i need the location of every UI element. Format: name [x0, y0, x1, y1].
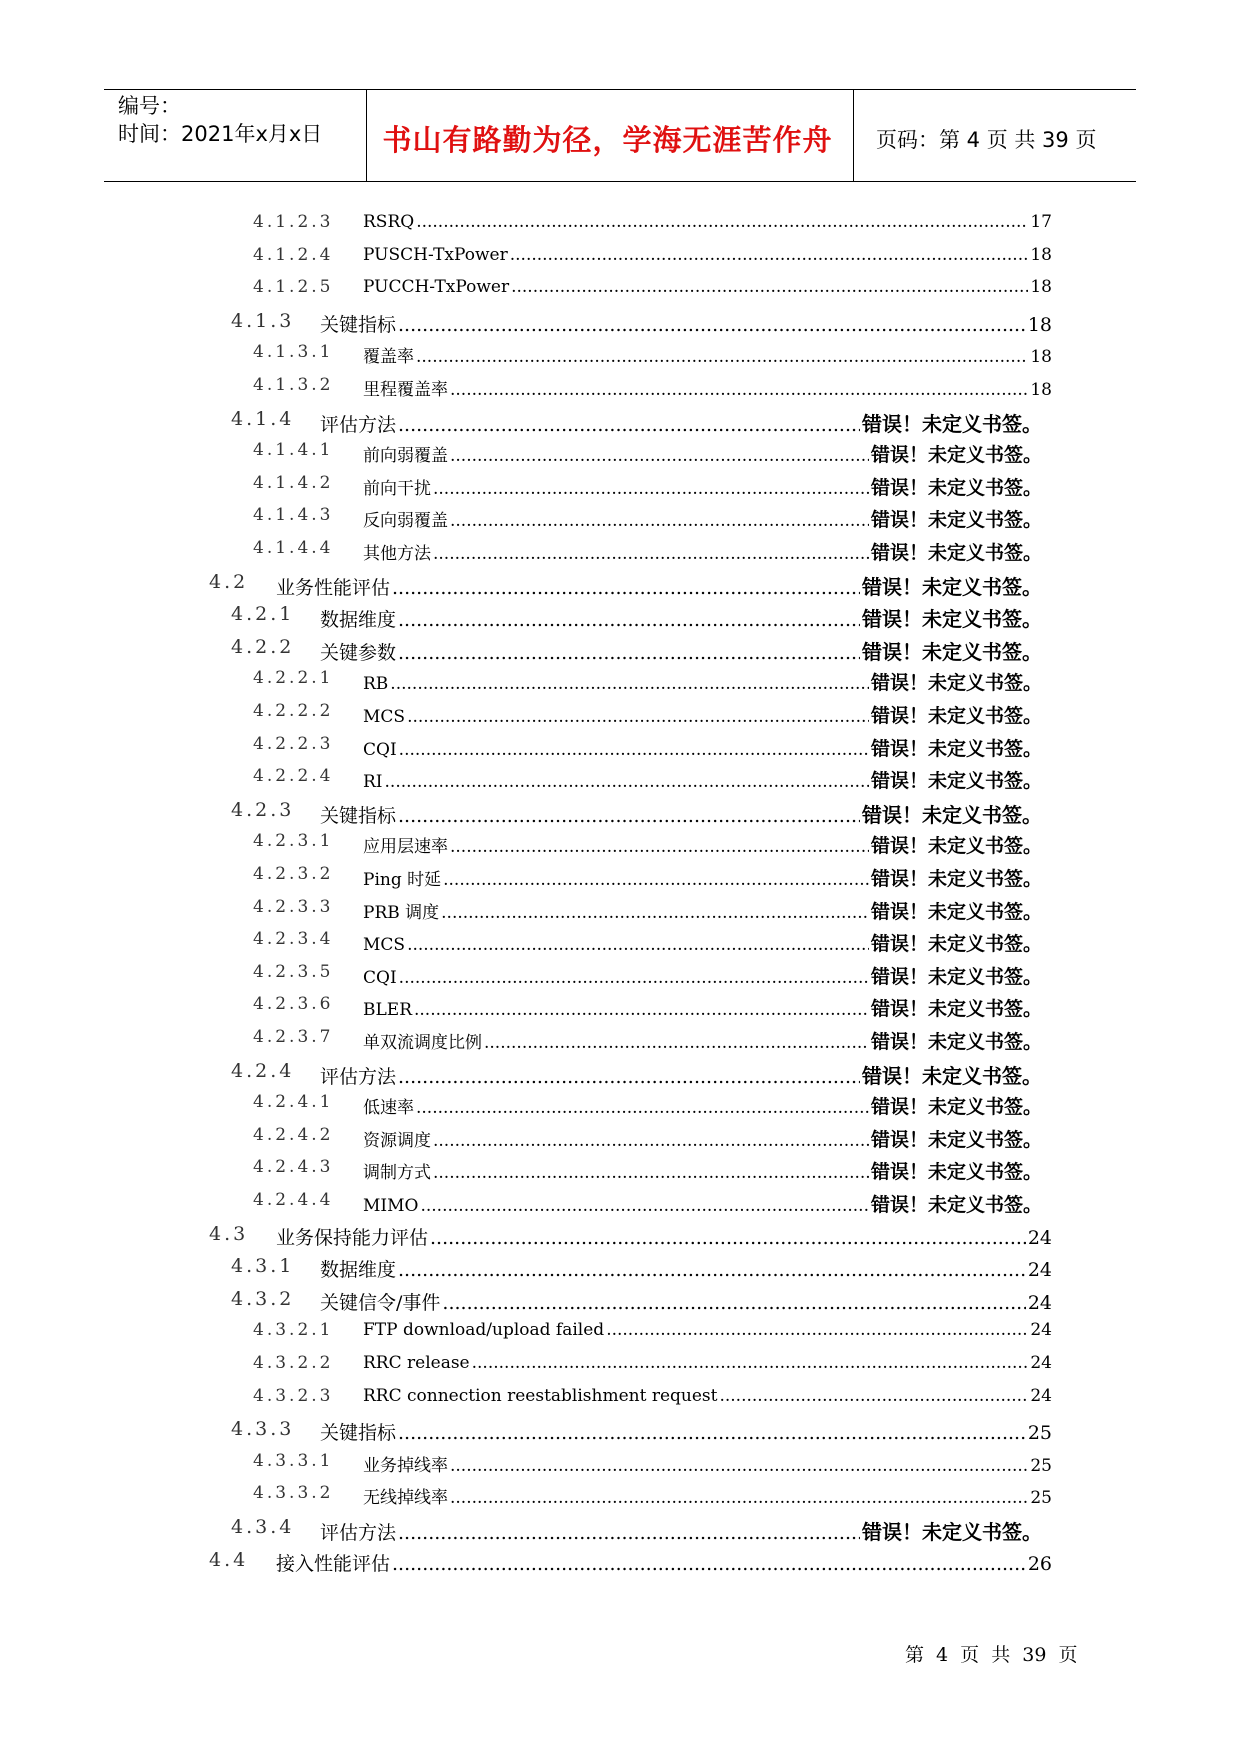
toc-entry-error: 错误！未定义书签。 [870, 672, 1042, 695]
toc-entry-title: PUCCH-TxPower [363, 277, 510, 298]
toc-entry[interactable] [0, 929, 1241, 961]
toc-leader-dots [399, 740, 869, 760]
toc-entry-line [363, 440, 1042, 467]
toc-entry-page: 25 [1030, 1488, 1052, 1509]
toc-leader-dots [398, 1522, 860, 1544]
toc-entry-line [363, 864, 1042, 891]
toc-entry-error: 错误！未定义书签。 [862, 802, 1042, 827]
toc-entry-line [363, 701, 1042, 728]
toc-entry-line [363, 1320, 1052, 1340]
toc-entry-error: 错误！未定义书签。 [870, 444, 1042, 467]
toc-entry[interactable] [0, 831, 1241, 863]
toc-entry-number: 4.2.4.3 [253, 1157, 334, 1178]
toc-entry-title: RB [363, 674, 389, 695]
toc-entry-line [363, 473, 1042, 500]
toc-entry-error: 错误！未定义书签。 [870, 542, 1042, 564]
toc-entry-number: 4.2.4.4 [253, 1190, 334, 1210]
toc-entry-line [363, 929, 1042, 956]
toc-entry-line [276, 1549, 1052, 1576]
toc-entry-error: 错误！未定义书签。 [870, 1031, 1042, 1053]
toc-entry[interactable] [0, 473, 1241, 505]
toc-leader-dots [441, 903, 869, 923]
toc-entry-number: 4.3 [209, 1222, 249, 1245]
toc-entry-title: 无线掉线率 [363, 1488, 448, 1509]
toc-entry-title: Ping 时延 [363, 870, 442, 890]
toc-entry-number: 4.2.3.3 [253, 896, 334, 917]
toc-entry-line [320, 603, 1042, 632]
toc-entry-line [363, 342, 1052, 367]
toc-entry-number: 4.2.4.2 [253, 1124, 334, 1145]
toc-entry-number: 4.2.2.2 [253, 701, 334, 721]
header-divider-right [853, 89, 854, 181]
toc-entry[interactable] [0, 1320, 1241, 1352]
toc-entry[interactable] [0, 342, 1241, 374]
toc-entry-error: 错误！未定义书签。 [870, 509, 1042, 532]
toc-entry[interactable] [0, 962, 1241, 994]
toc-entry-line [320, 1288, 1052, 1315]
toc-entry[interactable] [0, 1288, 1241, 1320]
toc-entry-title: 关键指标 [320, 1422, 397, 1445]
toc-entry-title: 前向干扰 [363, 478, 431, 499]
toc-entry[interactable] [0, 408, 1241, 440]
header-time: 时间：2021年x月x日 [118, 122, 323, 146]
toc-entry[interactable] [0, 1027, 1241, 1059]
toc-leader-dots [398, 805, 860, 827]
toc-entry[interactable] [0, 1483, 1241, 1515]
toc-entry-title: 前向弱覆盖 [363, 446, 448, 467]
toc-entry-line [320, 636, 1042, 665]
toc-leader-dots [510, 245, 1029, 265]
toc-entry-number: 4.3.3 [231, 1418, 295, 1441]
toc-entry-number: 4.3.2 [231, 1287, 295, 1310]
toc-entry-title: 评估方法 [320, 413, 397, 436]
toc-entry-line [276, 1223, 1052, 1250]
toc-entry[interactable] [0, 212, 1241, 244]
toc-entry[interactable] [0, 538, 1241, 570]
toc-entry-error: 错误！未定义书签。 [862, 411, 1042, 436]
toc-entry-line [363, 734, 1042, 761]
toc-entry-title: 其他方法 [363, 544, 431, 564]
toc-entry-title: RI [363, 772, 383, 793]
page-footer: 第 4 页 共 39 页 [905, 1644, 1078, 1666]
toc-entry-error: 错误！未定义书签。 [862, 607, 1042, 632]
toc-entry[interactable] [0, 799, 1241, 831]
toc-entry-line [363, 994, 1042, 1021]
toc-entry-error: 错误！未定义书签。 [870, 965, 1042, 988]
toc-entry-number: 4.1.4.3 [253, 505, 334, 526]
toc-entry[interactable] [0, 701, 1241, 733]
toc-entry-error: 错误！未定义书签。 [870, 1128, 1042, 1151]
toc-entry-title: RRC connection reestablishment request [363, 1385, 718, 1406]
toc-entry-page: 25 [1027, 1422, 1052, 1445]
toc-entry-error: 错误！未定义书签。 [862, 1520, 1042, 1544]
toc-entry-number: 4.1.3 [231, 309, 295, 332]
toc-entry-title: CQI [363, 739, 397, 760]
toc-leader-dots [420, 1196, 869, 1216]
toc-entry[interactable] [0, 505, 1241, 537]
toc-entry[interactable] [0, 245, 1241, 277]
toc-entry[interactable] [0, 1092, 1241, 1124]
toc-entry-title: 关键指标 [320, 804, 397, 827]
toc-entry-page: 18 [1027, 313, 1052, 336]
toc-leader-dots [390, 674, 869, 694]
toc-entry-number: 4.1.4.2 [253, 472, 334, 493]
toc-entry-page: 24 [1030, 1385, 1052, 1406]
toc-leader-dots [450, 380, 1028, 400]
toc-entry-number: 4.2.2 [231, 635, 295, 658]
toc-entry-number: 4.2.3.4 [253, 929, 334, 950]
toc-leader-dots [392, 1553, 1026, 1575]
toc-entry-number: 4.1.2.3 [253, 212, 334, 232]
toc-entry-error: 错误！未定义书签。 [862, 574, 1042, 599]
toc-entry-error: 错误！未定义书签。 [870, 868, 1042, 890]
toc-entry-title: MCS [363, 707, 406, 727]
toc-entry-error: 错误！未定义书签。 [870, 737, 1042, 760]
toc-leader-dots [399, 968, 869, 988]
toc-leader-dots [398, 1422, 1026, 1444]
toc-entry-error: 错误！未定义书签。 [870, 1161, 1042, 1184]
toc-leader-dots [398, 1259, 1026, 1281]
toc-entry-page: 18 [1030, 380, 1052, 400]
toc-entry[interactable] [0, 897, 1241, 929]
toc-entry-line [363, 1483, 1052, 1508]
toc-entry-line [363, 668, 1042, 695]
toc-entry[interactable] [0, 1386, 1241, 1418]
toc-entry[interactable] [0, 1125, 1241, 1157]
toc-entry-number: 4.1.3.2 [253, 375, 334, 395]
toc-entry-title: 数据维度 [320, 609, 397, 632]
toc-entry-number: 4.3.2.1 [253, 1320, 334, 1341]
toc-entry-line [363, 1451, 1052, 1476]
toc-entry-line [363, 1190, 1042, 1217]
toc-entry-title: 业务掉线率 [363, 1455, 448, 1476]
toc-leader-dots [450, 1488, 1028, 1508]
toc-leader-dots [398, 414, 860, 436]
toc-entry[interactable] [0, 864, 1241, 896]
toc-entry-number: 4.1.4.4 [253, 538, 334, 558]
toc-entry-error: 错误！未定义书签。 [862, 639, 1042, 664]
header-motto: 书山有路勤为径，学海无涯苦作舟 [382, 123, 833, 157]
toc-entry-number: 4.3.3.2 [253, 1483, 334, 1504]
toc-entry-line [363, 962, 1042, 989]
toc-leader-dots [433, 479, 869, 499]
toc-entry-error: 错误！未定义书签。 [870, 770, 1042, 793]
toc-entry[interactable] [0, 636, 1241, 668]
toc-entry-title: 评估方法 [320, 1522, 397, 1544]
toc-entry[interactable] [0, 440, 1241, 472]
toc-entry[interactable] [0, 603, 1241, 635]
toc-entry-line [363, 1125, 1042, 1152]
toc-entry-page: 24 [1030, 1353, 1052, 1373]
toc-entry-title: RSRQ [363, 212, 415, 232]
toc-entry-title: PUSCH-TxPower [363, 244, 508, 265]
toc-entry[interactable] [0, 1223, 1241, 1255]
header-meta [118, 92, 322, 148]
toc-leader-dots [407, 935, 869, 955]
toc-entry-title: 关键指标 [320, 313, 397, 336]
toc-entry[interactable] [0, 1451, 1241, 1483]
toc-entry-page: 18 [1030, 277, 1052, 298]
toc-leader-dots [430, 1227, 1026, 1249]
header-top-rule [104, 89, 1136, 90]
toc-entry-line [363, 831, 1042, 858]
toc-leader-dots [450, 837, 869, 857]
toc-leader-dots [416, 212, 1028, 232]
toc-entry-line [320, 408, 1042, 437]
toc-entry-title: 业务保持能力评估 [276, 1226, 429, 1249]
toc-leader-dots [433, 1163, 869, 1183]
toc-entry-number: 4.1.2.4 [253, 244, 334, 265]
toc-entry-title: 覆盖率 [363, 347, 414, 368]
toc-entry[interactable] [0, 1516, 1241, 1548]
toc-entry-page: 24 [1030, 1320, 1052, 1341]
toc-entry[interactable] [0, 1157, 1241, 1189]
toc-entry-title: 低速率 [363, 1098, 414, 1119]
toc-entry-error: 错误！未定义书签。 [870, 933, 1042, 956]
toc-leader-dots [407, 707, 869, 727]
toc-entry-line [363, 1386, 1052, 1406]
toc-entry-line [320, 1418, 1052, 1445]
header-number: 编号： [118, 94, 181, 118]
toc-leader-dots [450, 1456, 1028, 1476]
toc-leader-dots [511, 277, 1028, 297]
toc-entry-number: 4.3.3.1 [253, 1450, 334, 1471]
toc-entry-error: 错误！未定义书签。 [870, 1194, 1042, 1216]
header-page-info: 页码：第 4 页 共 39 页 [876, 128, 1097, 152]
toc-leader-dots [719, 1386, 1028, 1406]
toc-entry-line [320, 1255, 1052, 1282]
toc-entry-error: 错误！未定义书签。 [862, 1063, 1042, 1088]
toc-entry[interactable] [0, 1353, 1241, 1385]
toc-entry[interactable] [0, 1190, 1241, 1222]
toc-entry[interactable] [0, 571, 1241, 603]
toc-entry[interactable] [0, 766, 1241, 798]
toc-entry-error: 错误！未定义书签。 [870, 476, 1042, 499]
toc-entry-page: 24 [1027, 1259, 1052, 1282]
toc-entry-number: 4.1.4.1 [253, 440, 334, 461]
toc-entry-title: 关键参数 [320, 641, 397, 664]
toc-entry[interactable] [0, 994, 1241, 1026]
toc-entry-line [363, 245, 1052, 265]
toc-entry-line [320, 310, 1052, 337]
toc-entry[interactable] [0, 668, 1241, 700]
toc-entry-number: 4.3.2.2 [253, 1353, 334, 1373]
toc-leader-dots [398, 314, 1026, 336]
toc-leader-dots [385, 772, 869, 792]
toc-leader-dots [416, 1098, 869, 1118]
toc-entry-error: 错误！未定义书签。 [870, 1096, 1042, 1119]
toc-entry[interactable] [0, 1060, 1241, 1092]
toc-entry-number: 4.2.2.4 [253, 766, 334, 787]
toc-leader-dots [416, 347, 1028, 367]
toc-entry-line [320, 799, 1042, 828]
toc-entry-number: 4.2 [209, 570, 249, 593]
toc-entry-number: 4.2.3.6 [253, 994, 334, 1015]
toc-leader-dots [450, 511, 869, 531]
toc-entry-line [363, 1092, 1042, 1119]
toc-entry[interactable] [0, 310, 1241, 342]
toc-entry-page: 24 [1027, 1291, 1052, 1314]
toc-entry-title: BLER [363, 1000, 412, 1021]
toc-entry-title: 业务性能评估 [276, 576, 391, 599]
toc-entry-title: 评估方法 [320, 1065, 397, 1088]
toc-entry-number: 4.2.2.1 [253, 668, 334, 689]
toc-entry[interactable] [0, 1255, 1241, 1287]
toc-entry-line [363, 505, 1042, 532]
toc-entry-title: MIMO [363, 1196, 419, 1216]
toc-entry-title: MCS [363, 935, 406, 956]
toc-leader-dots [442, 1292, 1025, 1314]
toc-entry-number: 4.1.4 [231, 407, 295, 430]
toc-entry-title: 应用层速率 [363, 837, 448, 858]
toc-entry-page: 18 [1030, 347, 1052, 368]
toc-entry-title: 资源调度 [363, 1130, 431, 1151]
toc-entry-page: 26 [1027, 1552, 1052, 1575]
toc-entry-line [363, 375, 1052, 400]
toc-entry[interactable] [0, 375, 1241, 407]
toc-entry-line [363, 766, 1042, 793]
toc-entry-line [363, 277, 1052, 297]
toc-leader-dots [398, 1066, 860, 1088]
toc-entry-line [363, 212, 1052, 232]
toc-entry-line [363, 1353, 1052, 1373]
toc-entry-number: 4.2.4.1 [253, 1092, 334, 1113]
toc-entry-line [363, 1027, 1042, 1054]
toc-entry-number: 4.2.1 [231, 603, 295, 626]
toc-entry-title: RRC release [363, 1353, 470, 1373]
toc-leader-dots [472, 1353, 1029, 1373]
toc-leader-dots [450, 446, 869, 466]
toc-leader-dots [433, 544, 869, 564]
toc-entry-line [276, 571, 1042, 600]
toc-entry-page: 24 [1027, 1226, 1052, 1249]
toc-entry[interactable] [0, 277, 1241, 309]
toc-entry-number: 4.2.3.7 [253, 1027, 334, 1047]
toc-entry-error: 错误！未定义书签。 [870, 998, 1042, 1021]
toc-entry-line [363, 538, 1042, 565]
toc-entry-number: 4.3.4 [231, 1516, 295, 1538]
toc-leader-dots [398, 609, 860, 631]
toc-entry-number: 4.2.2.3 [253, 733, 334, 754]
toc-entry-number: 4.1.2.5 [253, 277, 334, 298]
toc-entry-error: 错误！未定义书签。 [870, 705, 1042, 727]
toc-leader-dots [606, 1320, 1028, 1340]
toc-entry-title: 数据维度 [320, 1259, 397, 1282]
toc-entry-title: 反向弱覆盖 [363, 511, 448, 532]
toc-leader-dots [414, 1000, 869, 1020]
toc-entry-number: 4.2.3.2 [253, 864, 334, 884]
toc-entry[interactable] [0, 734, 1241, 766]
toc-entry-number: 4.3.1 [231, 1255, 295, 1278]
toc-entry-number: 4.4 [209, 1548, 249, 1571]
toc-entry-number: 4.3.2.3 [253, 1385, 334, 1406]
toc-entry-error: 错误！未定义书签。 [870, 900, 1042, 923]
toc-entry-line [320, 1060, 1042, 1089]
toc-entry[interactable] [0, 1418, 1241, 1450]
toc-entry-number: 4.2.4 [231, 1059, 295, 1082]
toc-entry[interactable] [0, 1549, 1241, 1581]
header-divider-left [366, 89, 367, 181]
toc-entry-line [320, 1516, 1042, 1545]
toc-entry-number: 4.1.3.1 [253, 342, 334, 363]
toc-entry-line [363, 1157, 1042, 1184]
toc-entry-title: 关键信令/事件 [320, 1291, 441, 1314]
toc-entry-title: CQI [363, 967, 397, 988]
toc-entry-error: 错误！未定义书签。 [870, 835, 1042, 858]
toc-entry-number: 4.2.3.5 [253, 961, 334, 982]
toc-entry-title: 接入性能评估 [276, 1552, 391, 1575]
toc-leader-dots [484, 1033, 869, 1053]
toc-entry-number: 4.2.3.1 [253, 831, 334, 852]
toc-entry-number: 4.2.3 [231, 798, 295, 821]
toc-leader-dots [392, 577, 860, 599]
toc-leader-dots [443, 870, 869, 890]
toc-entry-page: 18 [1030, 244, 1052, 265]
toc-entry-title: 调制方式 [363, 1163, 431, 1184]
toc-entry-title: FTP download/upload failed [363, 1320, 605, 1341]
toc-entry-title: 里程覆盖率 [363, 380, 448, 400]
toc-leader-dots [398, 642, 860, 664]
header-bottom-rule [104, 181, 1136, 182]
toc-leader-dots [433, 1131, 869, 1151]
toc-entry-title: 单双流调度比例 [363, 1033, 482, 1053]
toc-entry-title: PRB 调度 [363, 902, 440, 923]
toc-entry-page: 17 [1030, 212, 1052, 232]
toc-entry-line [363, 897, 1042, 924]
toc-entry-page: 25 [1030, 1455, 1052, 1476]
